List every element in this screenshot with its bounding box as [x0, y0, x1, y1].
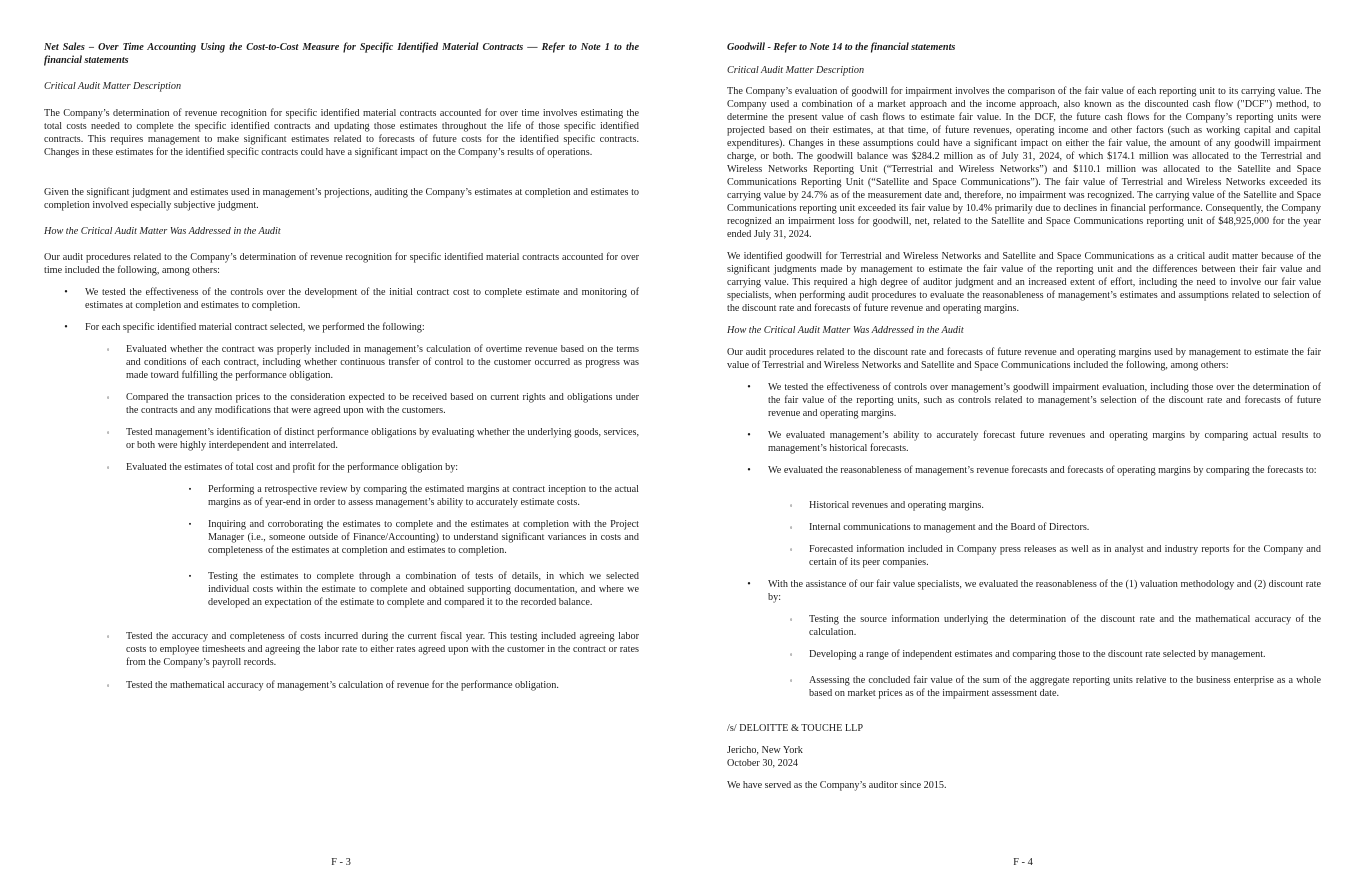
bullet-marker: •	[747, 465, 751, 476]
section-heading-net-sales: Net Sales – Over Time Accounting Using the Cost-to-Cost Measure for Specific Identified Material Contracts — Refer to Note 1 to the financial statements	[44, 42, 639, 66]
paragraph: Given the significant judgment and estimates used in management’s projections, auditing the Company’s estimates at completion and estimates to completion involved especially subjective judgment.	[44, 187, 639, 211]
circle-marker: ◦	[789, 615, 793, 624]
paragraph: The Company’s evaluation of goodwill for impairment involves the comparison of the fair value of each reporting unit to its carrying value. The Company used a combination of a market approach and the income approach, also known as the discounted cash flow ("DCF") method, to determine the present value of cash flows to estimate fair value. In the DCF, the future cash flows for the Company’s reporting units were projected based on their estimates, at that time, of future revenues, operating income and other factors (such as working capital and capital expenditures). Changes in these assumptions could have a significant impact on either the fair value, the amount of any goodwill impairment charge, or both. The goodwill balance was $284.2 million as of July 31, 2024, of which $174.1 million was allocated to the Terrestrial and Wireless Networks Reporting Unit (“Terrestrial and Wireless Networks”) and $110.1 million was allocated to the Satellite and Space Communications Reporting Unit (“Satellite and Space Communications”). The fair value of Terrestrial and Wireless Networks exceeded its carrying value by 24.7% as of the measurement date and, therefore, no impairment was recognized. The carrying value of the Satellite and Space Communications reporting unit exceeded its fair value by 10.4% primarily due to declines in financial performance. Consequently, the Company recognized an impairment loss for goodwill, net, related to the Satellite and Space Communications reporting unit of $48,925,000 for the year ended July 31, 2024.	[727, 86, 1321, 240]
sub-list-item: Compared the transaction prices to the consideration expected to be received based on current rights and obligations under the contracts and any modifications that were agreed upon with the customers.	[126, 392, 639, 416]
sub-list-item: Tested management’s identification of distinct performance obligations by evaluating whether the underlying goods, services, or both were highly interdependent and interrelated.	[126, 427, 639, 451]
sub-list-item: Testing the source information underlying the determination of the discount rate and the mathematical accuracy of the calculation.	[809, 614, 1321, 638]
bullet-marker: •	[747, 430, 751, 441]
circle-marker: ◦	[106, 428, 110, 437]
circle-marker: ◦	[789, 501, 793, 510]
cam-description-heading: Critical Audit Matter Description	[44, 81, 182, 92]
section-heading-goodwill: Goodwill - Refer to Note 14 to the financial statements	[727, 42, 956, 53]
square-marker: ▪	[188, 520, 192, 528]
circle-marker: ◦	[106, 681, 110, 690]
sub-sub-list-item: Testing the estimates to complete through a combination of tests of details, in which we selected individual costs within the estimate to complete and obtained supporting documentation, and where we developed an expectation of the estimate to complete and compared it to the recorded balance.	[208, 571, 639, 608]
sub-sub-list-item: Inquiring and corroborating the estimates to complete and the estimates at completion with the Project Manager (i.e., someone outside of Finance/Accounting) to understand significant variances in costs and completeness of the estimates at completion and estimates to completion.	[208, 519, 639, 556]
square-marker: ▪	[188, 572, 192, 580]
sub-list-item: Assessing the concluded fair value of the sum of the aggregate reporting units relative to the business enterprise as a whole based on market prices as of the impairment assessment date.	[809, 675, 1321, 699]
page-f4	[727, 0, 1321, 889]
sub-list-item: Tested the mathematical accuracy of management’s calculation of revenue for the performance obligation.	[126, 680, 559, 691]
bullet-marker: •	[747, 382, 751, 393]
list-item: With the assistance of our fair value specialists, we evaluated the reasonableness of the (1) valuation methodology and (2) discount rate by:	[768, 579, 1321, 603]
list-item: For each specific identified material contract selected, we performed the following:	[85, 322, 425, 333]
page-number: F - 3	[331, 857, 351, 868]
bullet-marker: •	[747, 579, 751, 590]
how-addressed-heading: How the Critical Audit Matter Was Addressed in the Audit	[727, 325, 964, 336]
sub-list-item: Evaluated the estimates of total cost and profit for the performance obligation by:	[126, 462, 459, 473]
circle-marker: ◦	[106, 463, 110, 472]
sub-list-item: Internal communications to management and the Board of Directors.	[809, 522, 1090, 533]
square-marker: ▪	[188, 485, 192, 493]
sub-list-item: Forecasted information included in Company press releases as well as in analyst and industry reports for the Company and certain of its peer companies.	[809, 544, 1321, 568]
auditor-signature: /s/ DELOITTE & TOUCHE LLP	[727, 723, 864, 734]
circle-marker: ◦	[106, 632, 110, 641]
paragraph: The Company’s determination of revenue recognition for specific identified material contracts accounted for over time involves estimating the total costs needed to complete the specific identified contracts and updating those estimates throughout the life of those specific identified contracts. This requires management to make significant estimates related to forecasts of future costs for the identified specific contracts. Changes in these estimates for the identified specific contracts could have a significant impact on the Company’s results of operations.	[44, 108, 639, 158]
sub-list-item: Developing a range of independent estimates and comparing those to the discount rate selected by management.	[809, 649, 1266, 660]
bullet-marker: •	[64, 287, 68, 298]
how-addressed-heading: How the Critical Audit Matter Was Addressed in the Audit	[44, 226, 281, 237]
paragraph: Our audit procedures related to the discount rate and forecasts of future revenue and operating margins used by management to estimate the fair value of Terrestrial and Wireless Networks and Satellite and Space Communications included the following, among others:	[727, 347, 1321, 371]
page-number: F - 4	[1013, 857, 1033, 868]
sub-sub-list-item: Performing a retrospective review by comparing the estimated margins at contract inception to the actual margins as of year-end in order to assess management’s ability to accurately estimate costs.	[208, 484, 639, 508]
signature-date: October 30, 2024	[727, 758, 799, 769]
circle-marker: ◦	[106, 345, 110, 354]
circle-marker: ◦	[789, 523, 793, 532]
sub-list-item: Historical revenues and operating margins.	[809, 500, 984, 511]
list-item: We tested the effectiveness of controls over management’s goodwill impairment evaluation, including those over the determination of the fair value of the reporting units, such as controls related to management’s selection of the discount rate and forecasts of future revenue and operating margins.	[768, 382, 1321, 419]
paragraph: We identified goodwill for Terrestrial and Wireless Networks and Satellite and Space Communications as a critical audit matter because of the significant judgments made by management to estimate the fair value of the reporting unit and the differences between their fair value and carrying value. This required a high degree of auditor judgment and an increased extent of effort, including the need to involve our fair value specialists, when performing audit procedures to evaluate the reasonableness of management’s estimates and assumptions related to selection of the discount rate and forecasts of future revenue and operating margins.	[727, 251, 1321, 314]
sub-list-item: Tested the accuracy and completeness of costs incurred during the current fiscal year. This testing included agreeing labor costs to employee timesheets and agreeing the labor rate to either rates agreed upon with the customer in the contract or rates from the Company’s payroll records.	[126, 631, 639, 668]
list-item: We evaluated the reasonableness of management’s revenue forecasts and forecasts of operating margins by comparing the forecasts to:	[768, 465, 1317, 476]
paragraph: Our audit procedures related to the Company’s determination of revenue recognition for specific identified material contracts accounted for over time included the following, among others:	[44, 252, 639, 276]
list-item: We tested the effectiveness of the controls over the development of the initial contract cost to complete estimate and monitoring of estimates at completion and estimates to completion.	[85, 287, 639, 311]
list-item: We evaluated management’s ability to accurately forecast future revenues and operating margins by comparing actual results to management’s historical forecasts.	[768, 430, 1321, 454]
signature-city: Jericho, New York	[727, 745, 803, 756]
circle-marker: ◦	[789, 650, 793, 659]
sub-list-item: Evaluated whether the contract was properly included in management’s calculation of overtime revenue based on the terms and conditions of each contract, including whether continuous transfer of control to the customer occurred as progress was made toward fulfilling the performance obligation.	[126, 344, 639, 381]
cam-description-heading: Critical Audit Matter Description	[727, 65, 865, 76]
bullet-marker: •	[64, 322, 68, 333]
circle-marker: ◦	[789, 676, 793, 685]
circle-marker: ◦	[789, 545, 793, 554]
page-f3	[44, 0, 639, 889]
circle-marker: ◦	[106, 393, 110, 402]
auditor-tenure: We have served as the Company’s auditor since 2015.	[727, 780, 947, 791]
